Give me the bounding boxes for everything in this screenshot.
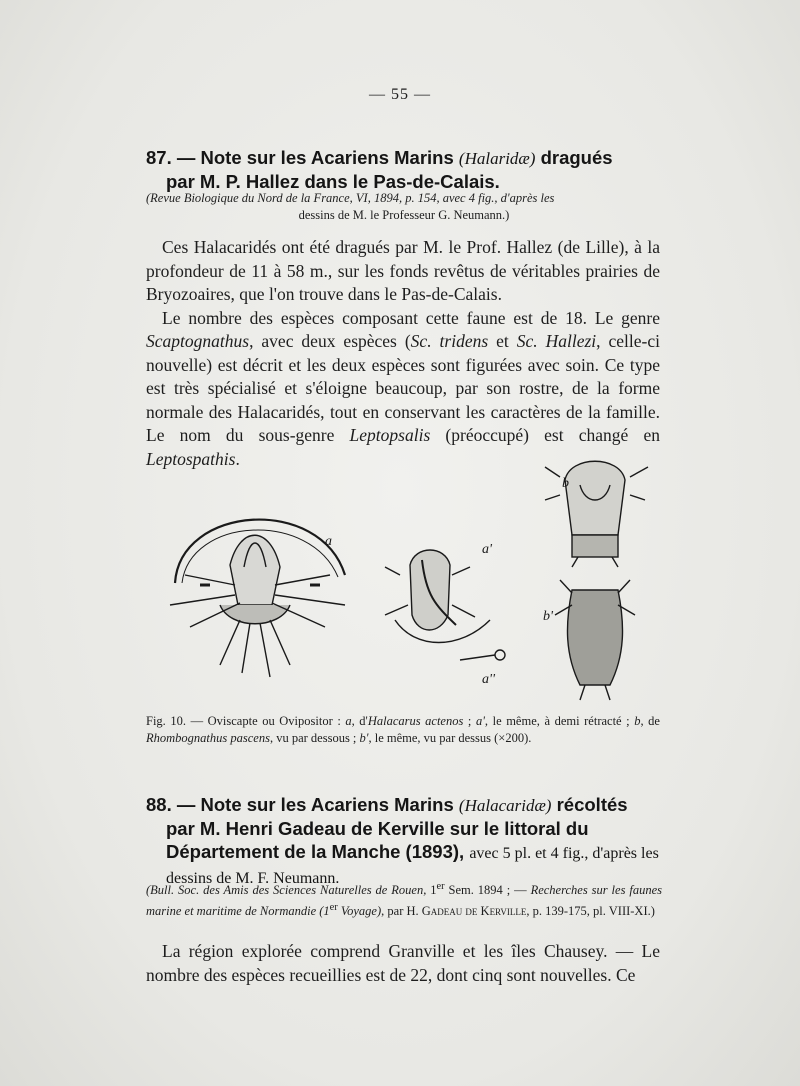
figure-label-b-prime: b' <box>543 609 553 624</box>
caption-italic-b: b <box>634 714 641 728</box>
ref88-author: Gadeau de Kerville <box>421 904 527 919</box>
entry-88-paragraph: La région explorée comprend Granville et les îles Chausey. — Le nombre des espèces recueillies est de 22, dont cinq sont nouvelles. Ce <box>146 941 660 985</box>
ref88-book-title: Recherches sur les faunes marine et maritime de Normandie (1 <box>146 883 663 919</box>
ref88-text-b: 1 <box>426 883 437 898</box>
figure-label-a-prime: a' <box>482 542 492 557</box>
p2-subgenus-leptospathis: Leptospathis <box>146 448 236 469</box>
p2-species-hallezi: Sc. Hallezi <box>516 331 597 351</box>
p2-text-d: , celle-ci nouvelle) est décrit et les deux espèces sont figurées avec soin. Ce type est très spécialisé et s'éloigne beaucoup, par son rostre, de la forme normale des Halacaridés, tout en conservant les caractères de la famille. Le nom du sous-genre <box>146 331 660 445</box>
entry-87-ref-line1: (Revue Biologique du Nord de la France, VI, 1894, p. 154, avec 4 fig., d'après les <box>146 191 555 205</box>
entry-88-body <box>146 940 660 987</box>
ref88-text-h: , p. 139-175, pl. VIII-XI.) <box>526 904 655 919</box>
caption-text-d: , le même, à demi rétracté ; <box>484 714 635 728</box>
figure-label-a-double-prime: a'' <box>482 672 495 687</box>
entry-88-number: 88. <box>146 794 172 815</box>
caption-text-c: ; <box>463 714 476 728</box>
caption-text-f: , vu par dessous ; <box>269 731 360 745</box>
entry-87-paragraph-2 <box>146 307 660 472</box>
caption-text-g: , le même, vu par dessus (×200). <box>368 731 532 745</box>
entry-87-title-c: par M. P. Hallez dans le Pas-de-Calais. <box>166 171 500 192</box>
entry-87-number: 87. <box>146 147 172 168</box>
entry-87-title-a: Note sur les Acariens Marins <box>200 147 454 168</box>
entry-88-title-b: récoltés <box>556 794 628 815</box>
drawing-a-prime <box>385 550 505 660</box>
p2-subgenus-leptopsalis: Leptopsalis <box>349 425 431 445</box>
p2-genus-scaptognathus: Scaptognathus <box>146 331 250 351</box>
p2-text-c: et <box>488 331 517 351</box>
caption-italic-b-prime: b' <box>359 731 369 745</box>
entry-88-heading <box>146 793 662 890</box>
ref88-text-f: , par H. <box>381 904 422 919</box>
caption-italic-a: a <box>345 714 352 728</box>
drawing-b-prime <box>555 580 635 700</box>
entry-88-title-c: par M. Henri Gadeau de Kerville sur le littoral du Département de la Manche (1893), <box>166 818 589 862</box>
entry-88-title-italic: (Halacaridæ) <box>458 796 552 815</box>
entry-87-paragraph-1: Ces Halacaridés ont été dragués par M. le Prof. Hallez (de Lille), à la profondeur de 11 à 58 m., sur les fonds revêtus de véritables prairies de Bryozoaires, que l'on trouve dans le Pas-de-Calais. <box>146 237 660 304</box>
p2-species-tridens: Sc. tridens <box>410 331 489 351</box>
caption-text-a: Fig. 10. — Oviscapte ou Ovipositor : <box>146 714 346 728</box>
entry-87-body <box>146 236 660 471</box>
entry-88-reference <box>146 878 662 920</box>
caption-italic-a-prime: a' <box>475 714 485 728</box>
figure-10-drawings <box>160 455 660 710</box>
caption-text-b: , d' <box>351 714 368 728</box>
p2-text-b: , avec deux espèces ( <box>249 331 411 351</box>
ref88-text-c: Sem. 1894 ; — <box>444 883 531 898</box>
entry-87-title-italic: (Halaridæ) <box>458 149 536 168</box>
p2-text-a: Le nombre des espèces composant cette faune est de 18. Le genre <box>162 307 660 328</box>
entry-87-heading <box>146 146 666 193</box>
ref88-journal: (Bull. Soc. des Amis des Sciences Naturelles de Rouen, <box>146 883 427 898</box>
ref88-voyage: Voyage) <box>337 904 382 919</box>
entry-87-ref-line2: dessins de M. le Professeur G. Neumann.) <box>298 208 510 222</box>
caption-species-halacarus: Halacarus actenos <box>367 714 464 728</box>
entry-87-dash: — <box>176 147 196 168</box>
p2-text-e: (préoccupé) est changé en <box>430 425 660 445</box>
entry-87-reference <box>146 190 662 224</box>
figure-10-caption <box>146 713 660 747</box>
entry-87-title-b: dragués <box>540 147 613 168</box>
entry-88-title-a: Note sur les Acariens Marins <box>200 794 454 815</box>
figure-label-b: b <box>562 476 569 491</box>
drawing-a <box>170 520 345 677</box>
ref88-sup-1: er <box>436 881 445 892</box>
figure-label-a: a <box>325 534 332 549</box>
ref88-sup-2: er <box>329 902 338 914</box>
page-number: — 55 — <box>369 86 431 103</box>
entry-88-dash: — <box>176 794 196 815</box>
caption-species-rhombognathus: Rhombognathus pascens <box>146 731 270 745</box>
figure-10 <box>160 455 660 710</box>
caption-text-e: , de <box>640 714 660 728</box>
p2-text-f: . <box>235 448 240 469</box>
entry-88-title-plain: avec 5 pl. et 4 fig., d'après les dessins de M. F. Neumann. <box>166 845 659 887</box>
drawing-b <box>545 461 648 567</box>
